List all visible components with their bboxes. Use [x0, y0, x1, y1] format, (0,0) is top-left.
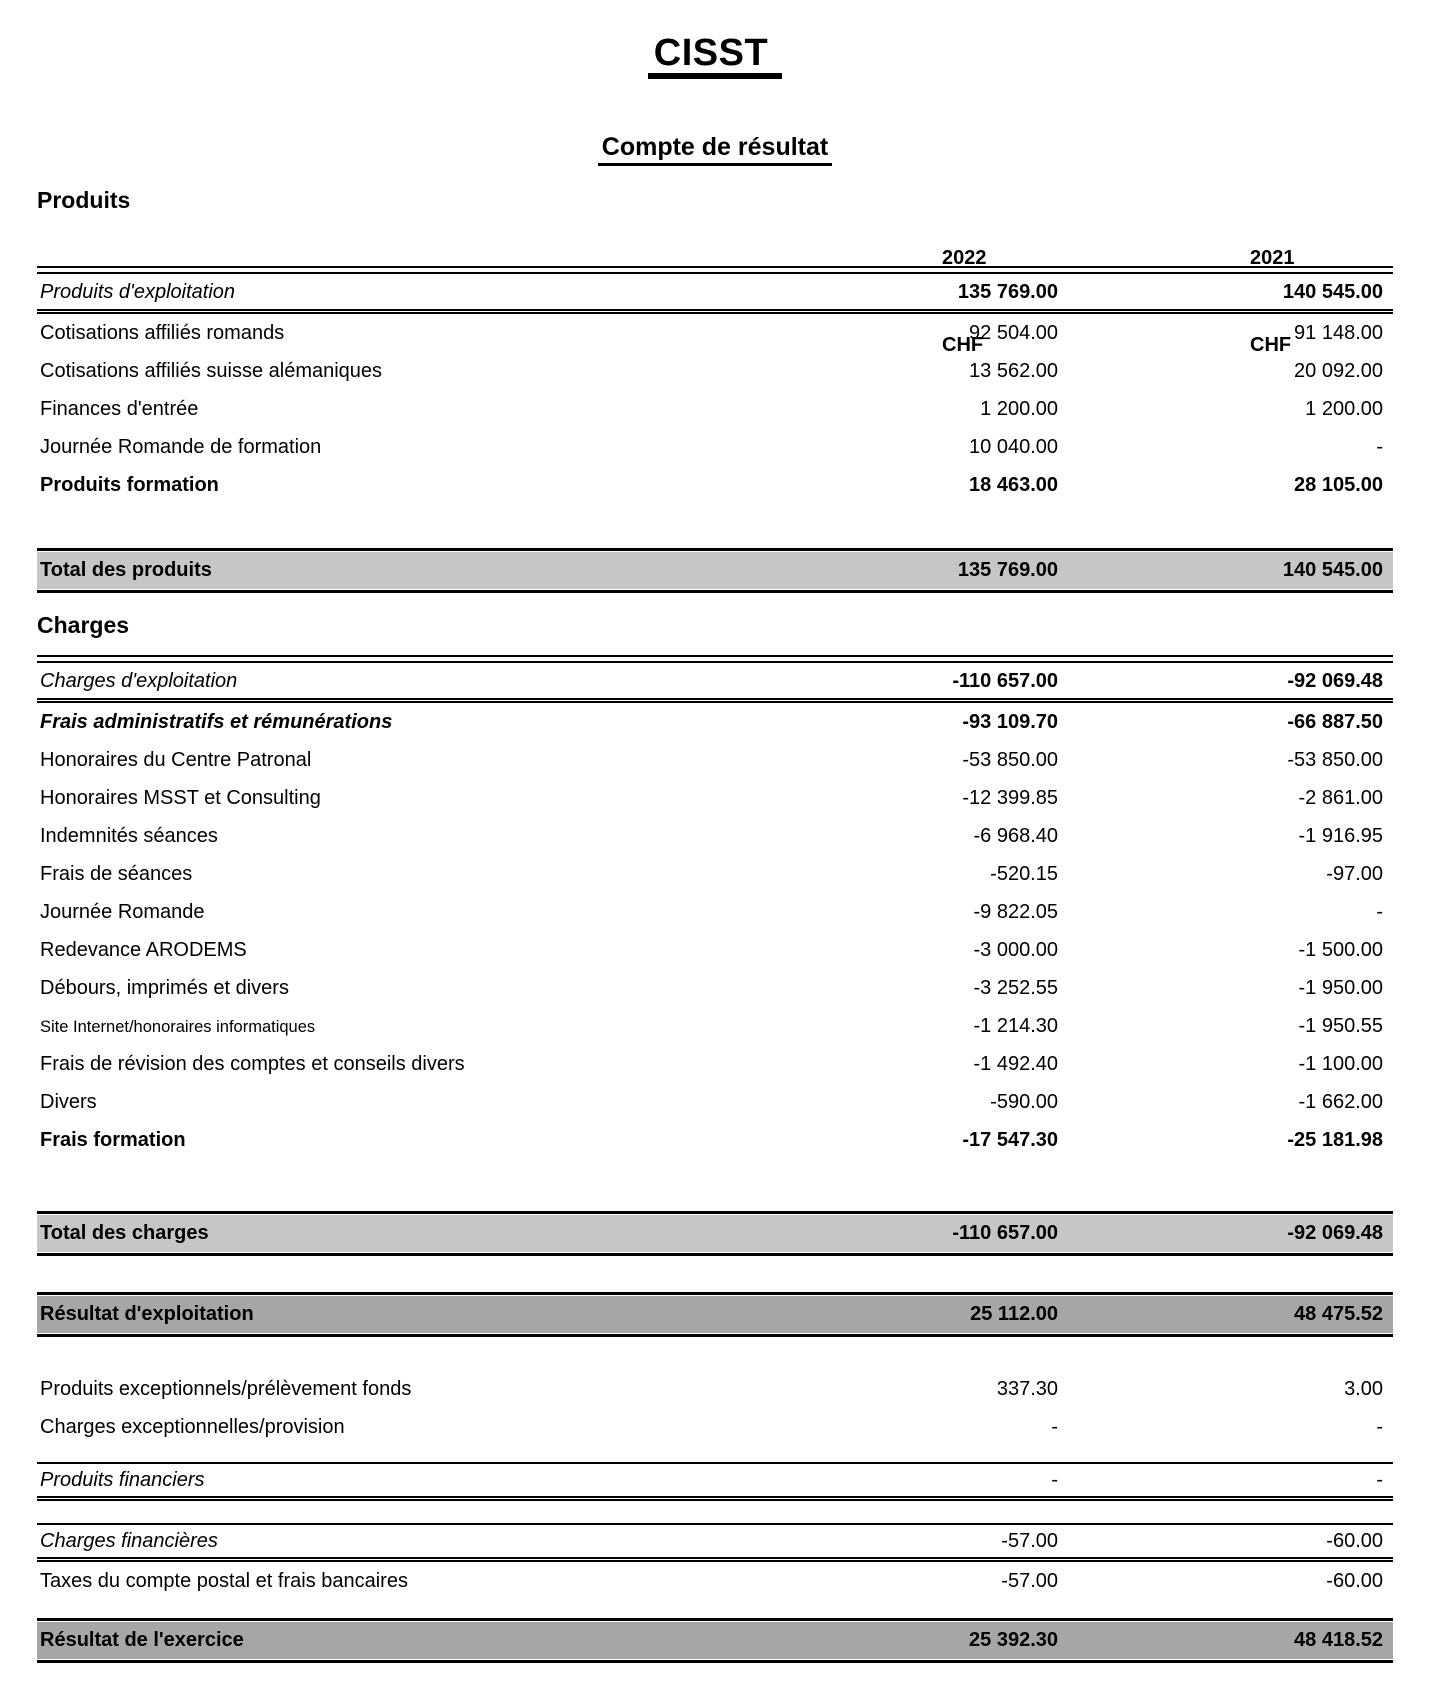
row-label: Charges financières: [40, 1530, 218, 1552]
table-row: [37, 428, 1393, 466]
resultat-exercice-bar: [37, 1618, 1393, 1663]
table-row: [37, 969, 1393, 1007]
value-2022: 92 504.00: [969, 322, 1058, 344]
subtitle-block: [37, 134, 1393, 166]
row-label: Journée Romande: [40, 901, 205, 923]
table-row: [37, 1083, 1393, 1121]
row-label: Finances d'entrée: [40, 398, 199, 420]
row-label: Honoraires MSST et Consulting: [40, 787, 321, 809]
value-2021: 140 545.00: [1282, 559, 1383, 581]
currency-label-2021: CHF: [1250, 334, 1292, 356]
row-label: Cotisations affiliés suisse alémaniques: [40, 360, 383, 382]
currency-label-2022: CHF: [942, 334, 984, 356]
row-label: Frais administratifs et rémunérations: [40, 711, 393, 733]
value-2022: -3 000.00: [973, 939, 1058, 961]
table-row: [37, 893, 1393, 931]
document-title: CISST: [648, 34, 782, 79]
row-label: Taxes du compte postal et frais bancaires: [40, 1570, 408, 1592]
row-label: Total des charges: [40, 1222, 209, 1244]
value-2022: 18 463.00: [969, 474, 1058, 496]
value-2022: -12 399.85: [962, 787, 1058, 809]
divider-double: [37, 266, 1393, 274]
value-2022: 135 769.00: [957, 281, 1058, 303]
table-row: [37, 1562, 1393, 1600]
row-label: Site Internet/honoraires informatiques: [40, 1018, 316, 1036]
value-2022: 337.30: [996, 1378, 1058, 1400]
value-2022: -3 252.55: [973, 977, 1058, 999]
value-2021: -1 100.00: [1298, 1053, 1383, 1075]
value-2022: -110 657.00: [952, 1222, 1058, 1244]
total-charges-bar: [37, 1211, 1393, 1256]
value-2021: -: [1376, 1469, 1383, 1491]
row-label: Journée Romande de formation: [40, 436, 322, 458]
value-2022: -93 109.70: [962, 711, 1058, 733]
row-label: Frais de révision des comptes et conseils divers: [40, 1053, 465, 1075]
value-2022: 10 040.00: [969, 436, 1058, 458]
section-heading-charges: Charges: [37, 612, 130, 638]
row-label: Frais de séances: [40, 863, 193, 885]
value-2022: 25 392.30: [969, 1629, 1058, 1651]
table-row: [37, 817, 1393, 855]
value-2022: 13 562.00: [969, 360, 1058, 382]
row-label: Total des produits: [40, 559, 212, 581]
table-row: [37, 1370, 1393, 1408]
value-2021: -1 662.00: [1298, 1091, 1383, 1113]
band-row-produits-financiers: [37, 1462, 1393, 1501]
year-label-2021: 2021: [1250, 247, 1295, 269]
value-2021: -25 181.98: [1287, 1129, 1383, 1151]
band-row-produits-exploitation: [37, 274, 1393, 314]
exceptionnels-rows: [37, 1370, 1393, 1446]
row-label: Résultat de l'exercice: [40, 1629, 244, 1651]
table-row: [37, 1045, 1393, 1083]
value-2021: -53 850.00: [1287, 749, 1383, 771]
table-row: [37, 855, 1393, 893]
resultat-exploitation-bar: [37, 1292, 1393, 1337]
value-2022: -: [1051, 1469, 1058, 1491]
financial-statement-sheet: [37, 0, 1393, 1663]
table-row: [37, 703, 1393, 741]
table-row: [37, 1007, 1393, 1045]
table-row: [37, 390, 1393, 428]
table-row: [37, 1121, 1393, 1159]
band-row-charges-financieres: [37, 1523, 1393, 1562]
value-2021: 140 545.00: [1282, 281, 1383, 303]
value-2021: -: [1376, 436, 1383, 458]
row-label: Débours, imprimés et divers: [40, 977, 289, 999]
value-2021: 91 148.00: [1294, 322, 1383, 344]
document-subtitle: Compte de résultat: [598, 134, 832, 166]
row-label: Cotisations affiliés romands: [40, 322, 285, 344]
table-row: [37, 314, 1393, 352]
value-2021: -92 069.48: [1287, 670, 1383, 692]
value-2022: 25 112.00: [970, 1303, 1058, 1325]
row-label: Produits exceptionnels/prélèvement fonds: [40, 1378, 412, 1400]
column-header-2022: [942, 186, 987, 418]
value-2022: -17 547.30: [962, 1129, 1058, 1151]
value-2021: 1 200.00: [1305, 398, 1383, 420]
table-row: [37, 1408, 1393, 1446]
row-label: Produits formation: [40, 474, 219, 496]
value-2022: -1 214.30: [973, 1015, 1058, 1037]
value-2021: 20 092.00: [1294, 360, 1383, 382]
produits-rows: [37, 314, 1393, 504]
column-header-2021: [1250, 186, 1295, 418]
table-row: [37, 466, 1393, 504]
value-2022: -590.00: [990, 1091, 1058, 1113]
value-2021: -97.00: [1326, 863, 1383, 885]
value-2021: -1 950.00: [1298, 977, 1383, 999]
row-label: Honoraires du Centre Patronal: [40, 749, 312, 771]
row-label: Charges d'exploitation: [40, 670, 238, 692]
row-label: Indemnités séances: [40, 825, 218, 847]
section-heading-produits: Produits: [37, 187, 131, 213]
value-2021: -1 950.55: [1298, 1015, 1383, 1037]
value-2021: -: [1376, 1416, 1383, 1438]
value-2021: 48 475.52: [1294, 1303, 1383, 1325]
value-2022: 135 769.00: [957, 559, 1058, 581]
total-produits-bar: [37, 548, 1393, 593]
row-label: Produits d'exploitation: [40, 281, 236, 303]
band-row-charges-exploitation: [37, 663, 1393, 703]
row-label: Frais formation: [40, 1129, 186, 1151]
value-2021: 28 105.00: [1294, 474, 1383, 496]
value-2021: -1 916.95: [1298, 825, 1383, 847]
value-2022: -110 657.00: [952, 670, 1058, 692]
table-row: [37, 779, 1393, 817]
row-label: Redevance ARODEMS: [40, 939, 247, 961]
table-row: [37, 931, 1393, 969]
value-2022: -1 492.40: [973, 1053, 1058, 1075]
value-2022: 1 200.00: [980, 398, 1058, 420]
value-2021: -60.00: [1326, 1570, 1383, 1592]
value-2022: -6 968.40: [973, 825, 1058, 847]
value-2022: -520.15: [990, 863, 1058, 885]
value-2022: -53 850.00: [962, 749, 1058, 771]
table-row: [37, 741, 1393, 779]
value-2022: -57.00: [1001, 1570, 1058, 1592]
row-label: Produits financiers: [40, 1469, 205, 1491]
value-2021: -66 887.50: [1287, 711, 1383, 733]
title-block: [37, 0, 1393, 78]
row-label: Divers: [40, 1091, 97, 1113]
table-row: [37, 352, 1393, 390]
row-label: Charges exceptionnelles/provision: [40, 1416, 345, 1438]
row-label: Résultat d'exploitation: [40, 1303, 254, 1325]
value-2022: -: [1051, 1416, 1058, 1438]
value-2021: 48 418.52: [1294, 1629, 1383, 1651]
value-2022: -57.00: [1001, 1530, 1058, 1552]
divider-double: [37, 655, 1393, 663]
value-2021: -92 069.48: [1287, 1222, 1383, 1244]
value-2021: -60.00: [1326, 1530, 1383, 1552]
year-label-2022: 2022: [942, 247, 987, 269]
value-2021: -2 861.00: [1298, 787, 1383, 809]
value-2021: 3.00: [1344, 1378, 1383, 1400]
value-2021: -1 500.00: [1298, 939, 1383, 961]
value-2021: -: [1376, 901, 1383, 923]
charges-rows: [37, 703, 1393, 1159]
value-2022: -9 822.05: [973, 901, 1058, 923]
